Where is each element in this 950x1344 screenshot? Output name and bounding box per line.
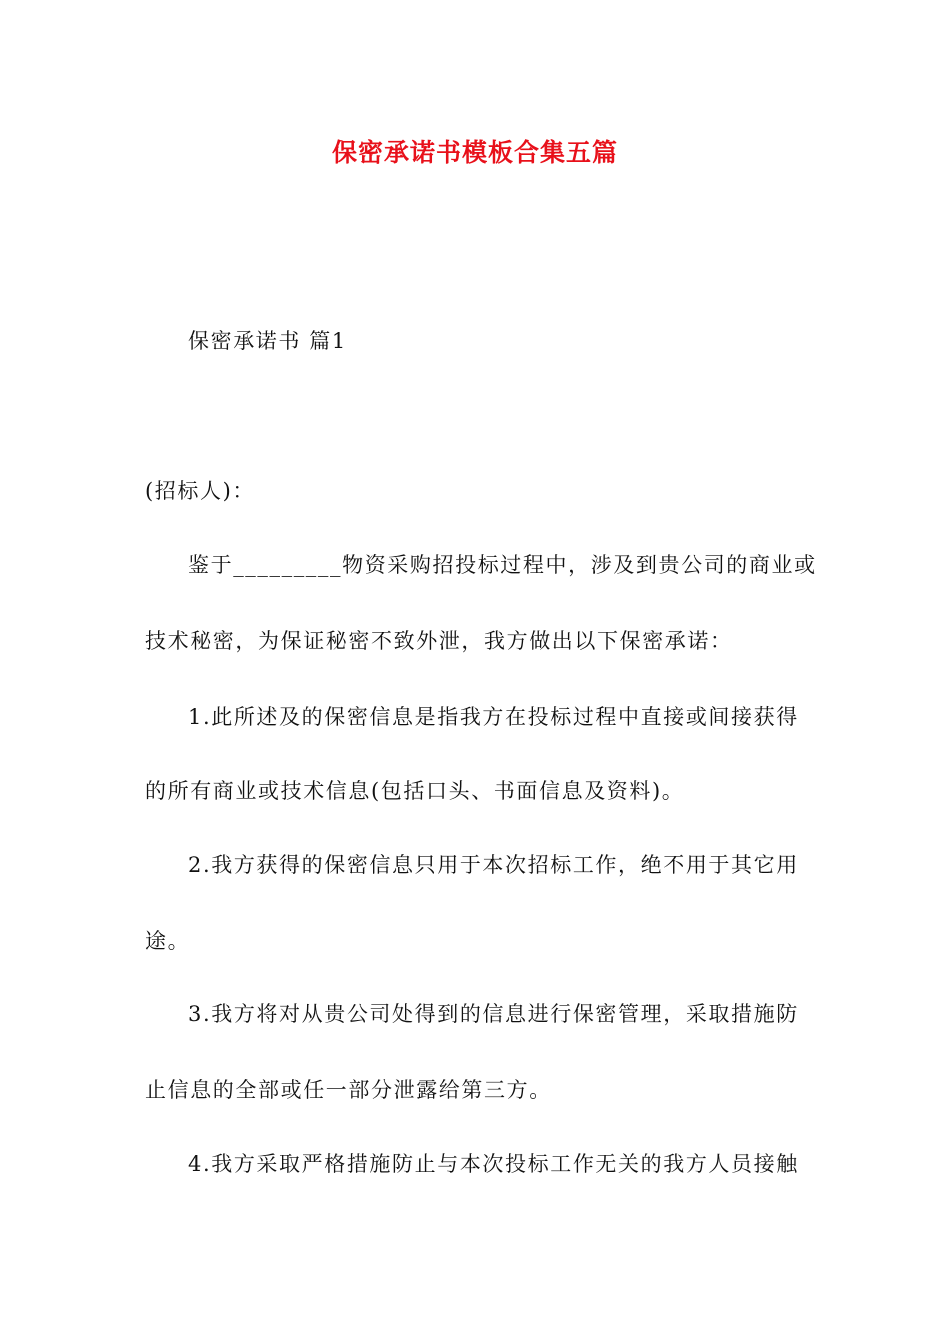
paragraph-line: 途。 xyxy=(145,929,191,953)
addressee-line: (招标人)： xyxy=(145,479,255,503)
paragraph-line: 3.我方将对从贵公司处得到的信息进行保密管理，采取措施防 xyxy=(188,1002,799,1026)
paragraph-line: 技术秘密，为保证秘密不致外泄，我方做出以下保密承诺： xyxy=(145,629,733,653)
section-heading: 保密承诺书 篇1 xyxy=(188,329,347,353)
document-title: 保密承诺书模板合集五篇 xyxy=(331,138,618,167)
paragraph-line: 鉴于_________物资采购招投标过程中，涉及到贵公司的商业或 xyxy=(188,553,817,577)
paragraph-line: 2.我方获得的保密信息只用于本次招标工作，绝不用于其它用 xyxy=(188,853,799,877)
paragraph-line: 的所有商业或技术信息(包括口头、书面信息及资料)。 xyxy=(145,779,685,803)
paragraph-line: 4.我方采取严格措施防止与本次投标工作无关的我方人员接触 xyxy=(188,1152,799,1176)
paragraph-line: 1.此所述及的保密信息是指我方在投标过程中直接或间接获得 xyxy=(188,705,799,729)
paragraph-line: 止信息的全部或任一部分泄露给第三方。 xyxy=(145,1078,552,1102)
